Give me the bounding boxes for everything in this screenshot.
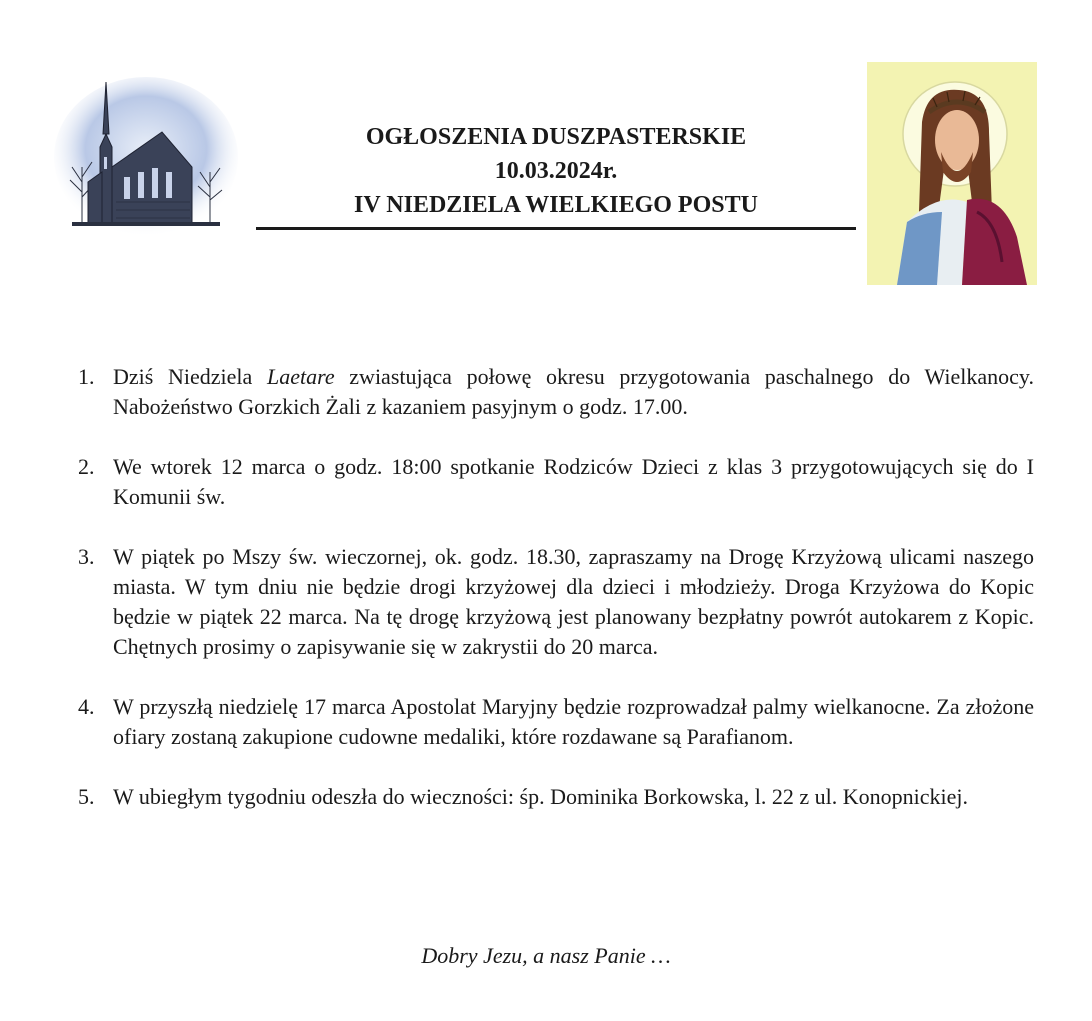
header-title: OGŁOSZENIA DUSZPASTERSKIE xyxy=(365,124,747,150)
announcement-number: 4. xyxy=(78,694,95,719)
announcement-number: 5. xyxy=(78,784,95,809)
announcement-item xyxy=(78,362,1034,422)
announcement-text: W przyszłą niedzielę 17 marca Apostolat Maryjny będzie rozprowadzał palmy wielkanocne. Za złożone ofiary zostaną zakupione cudowne medaliki, które rozdawane są Parafianom. xyxy=(113,694,1034,749)
announcement-text: W ubiegłym tygodniu odeszła do wieczności: śp. Dominika Borkowska, l. 22 z ul. Konopnickiej. xyxy=(113,784,969,809)
announcement-item xyxy=(78,692,1034,752)
announcement-text: Dziś Niedziela Laetare zwiastująca połowę okresu przygotowania paschalnego do Wielkanocy. Nabożeństwo Gorzkich Żali z kazaniem pasyjnym o godz. 17.00. xyxy=(113,364,1034,419)
announcement-number: 1. xyxy=(78,364,95,389)
closing-prayer: Dobry Jezu, a nasz Panie … xyxy=(421,943,671,968)
announcement-number: 2. xyxy=(78,454,95,479)
announcement-number: 3. xyxy=(78,544,95,569)
announcement-text: We wtorek 12 marca o godz. 18:00 spotkanie Rodziców Dzieci z klas 3 przygotowujących się do I Komunii św. xyxy=(113,454,1034,509)
emphasis-laetare: Laetare xyxy=(266,364,335,389)
jesus-crown-of-thorns-painting xyxy=(867,62,1037,285)
announcement-item xyxy=(78,542,1034,662)
announcements-header xyxy=(256,120,856,222)
announcement-item xyxy=(78,452,1034,512)
announcement-text: W piątek po Mszy św. wieczornej, ok. godz. 18.30, zapraszamy na Drogę Krzyżową ulicami naszego miasta. W tym dniu nie będzie drogi krzyżowej dla dzieci i młodzieży. Droga Krzyżowa do Kopic będzie w piątek 22 marca. Na tę drogę krzyżową jest planowany bezpłatny powrót autokarem z Kopic. Chętnych prosimy o zapisywanie się w zakrystii do 20 marca. xyxy=(113,544,1034,659)
header-divider xyxy=(256,227,856,230)
announcement-item xyxy=(78,782,1034,812)
header-date: 10.03.2024r. xyxy=(494,158,618,184)
church-drawing xyxy=(52,72,240,242)
announcements-list xyxy=(78,362,1034,842)
header-subtitle: IV NIEDZIELA WIELKIEGO POSTU xyxy=(354,192,758,218)
